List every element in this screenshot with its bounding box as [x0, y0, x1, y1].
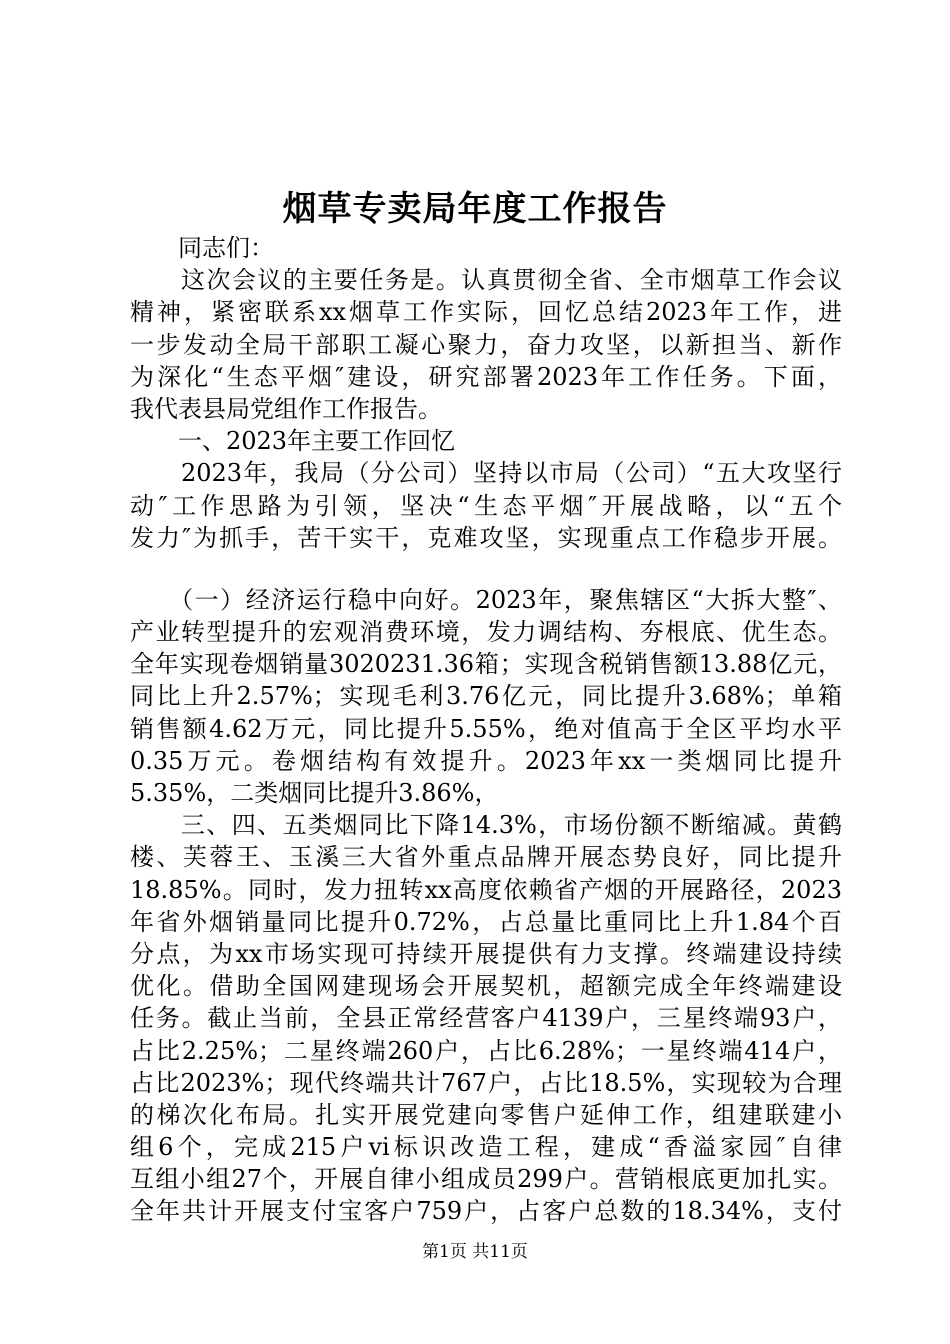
paragraph-line: 组6个，完成215户vi标识改造工程，建成“香溢家园″自律 — [130, 1133, 842, 1162]
paragraph-line: 这次会议的主要任务是。认真贯彻全省、全市烟草工作会议 — [130, 266, 842, 295]
paragraph-line: 的梯次化布局。扎实开展党建向零售户延伸工作，组建联建小 — [130, 1100, 842, 1129]
paragraph-line: 产业转型提升的宏观消费环境，发力调结构、夯根底、优生态。 — [130, 618, 842, 647]
paragraph-line: 18.85%。同时，发力扭转xx高度依赖省产烟的开展路径，2023 — [130, 875, 842, 904]
paragraph-line: 销售额4.62万元，同比提升5.55%，绝对值高于全区平均水平 — [130, 714, 842, 743]
paragraph-line: 动″工作思路为引领，坚决“生态平烟″开展战略，以“五个 — [130, 491, 842, 520]
paragraph-line: 占比2.25%；二星终端260户，占比6.28%；一星终端414户， — [130, 1036, 842, 1065]
paragraph-line: 占比2023%；现代终端共计767户，占比18.5%，实现较为合理 — [130, 1068, 842, 1097]
paragraph-line: 我代表县局党组作工作报告。 — [130, 394, 442, 423]
paragraph-line: 全年实现卷烟销量3020231.36箱；实现含税销售额13.88亿元， — [130, 650, 842, 679]
paragraph-line: （一）经济运行稳中向好。2023年，聚焦辖区“大拆大整″、 — [130, 585, 842, 614]
paragraph-line: 分点，为xx市场实现可持续开展提供有力支撑。终端建设持续 — [130, 939, 842, 968]
paragraph-line: 同志们： — [130, 234, 274, 262]
paragraph-line: 三、四、五类烟同比下降14.3%，市场份额不断缩减。黄鹤 — [130, 811, 842, 840]
paragraph-line: 精神，紧密联系xx烟草工作实际，回忆总结2023年工作，进 — [130, 298, 842, 327]
paragraph-line: 年省外烟销量同比提升0.72%，占总量比重同比上升1.84个百 — [130, 907, 842, 936]
paragraph-line: 任务。截止当前，全县正常经营客户4139户，三星终端93户， — [130, 1004, 842, 1033]
paragraph-line: 优化。借助全国网建现场会开展契机，超额完成全年终端建设 — [130, 972, 842, 1001]
section-heading: 一、2023年主要工作回忆 — [130, 427, 456, 456]
paragraph-line: 一步发动全局干部职工凝心聚力，奋力攻坚，以新担当、新作 — [130, 330, 842, 359]
paragraph-line: 全年共计开展支付宝客户759户，占客户总数的18.34%，支付 — [130, 1197, 842, 1226]
paragraph-line: 同比上升2.57%；实现毛利3.76亿元，同比提升3.68%；单箱 — [130, 682, 842, 711]
page-number: 第1页 共11页 — [422, 1242, 528, 1262]
paragraph-line: 2023年，我局（分公司）坚持以市局（公司）“五大攻坚行 — [130, 459, 842, 488]
paragraph-line: 为深化“生态平烟″建设，研究部署2023年工作任务。下面， — [130, 362, 842, 391]
document-body — [130, 232, 842, 1228]
paragraph-line: 5.35%，二类烟同比提升3.86%， — [130, 779, 499, 807]
paragraph-line: 发力″为抓手，苦干实干，克难攻坚，实现重点工作稳步开展。 — [130, 523, 842, 552]
paragraph-line: 0.35万元。卷烟结构有效提升。2023年xx一类烟同比提升 — [130, 746, 842, 775]
paragraph-line: 楼、芙蓉王、玉溪三大省外重点品牌开展态势良好，同比提升 — [130, 843, 842, 872]
document-title: 烟草专卖局年度工作报告 — [282, 189, 668, 229]
paragraph-line: 互组小组27个，开展自律小组成员299户。营销根底更加扎实。 — [130, 1165, 842, 1194]
paragraph-gap — [130, 554, 842, 584]
